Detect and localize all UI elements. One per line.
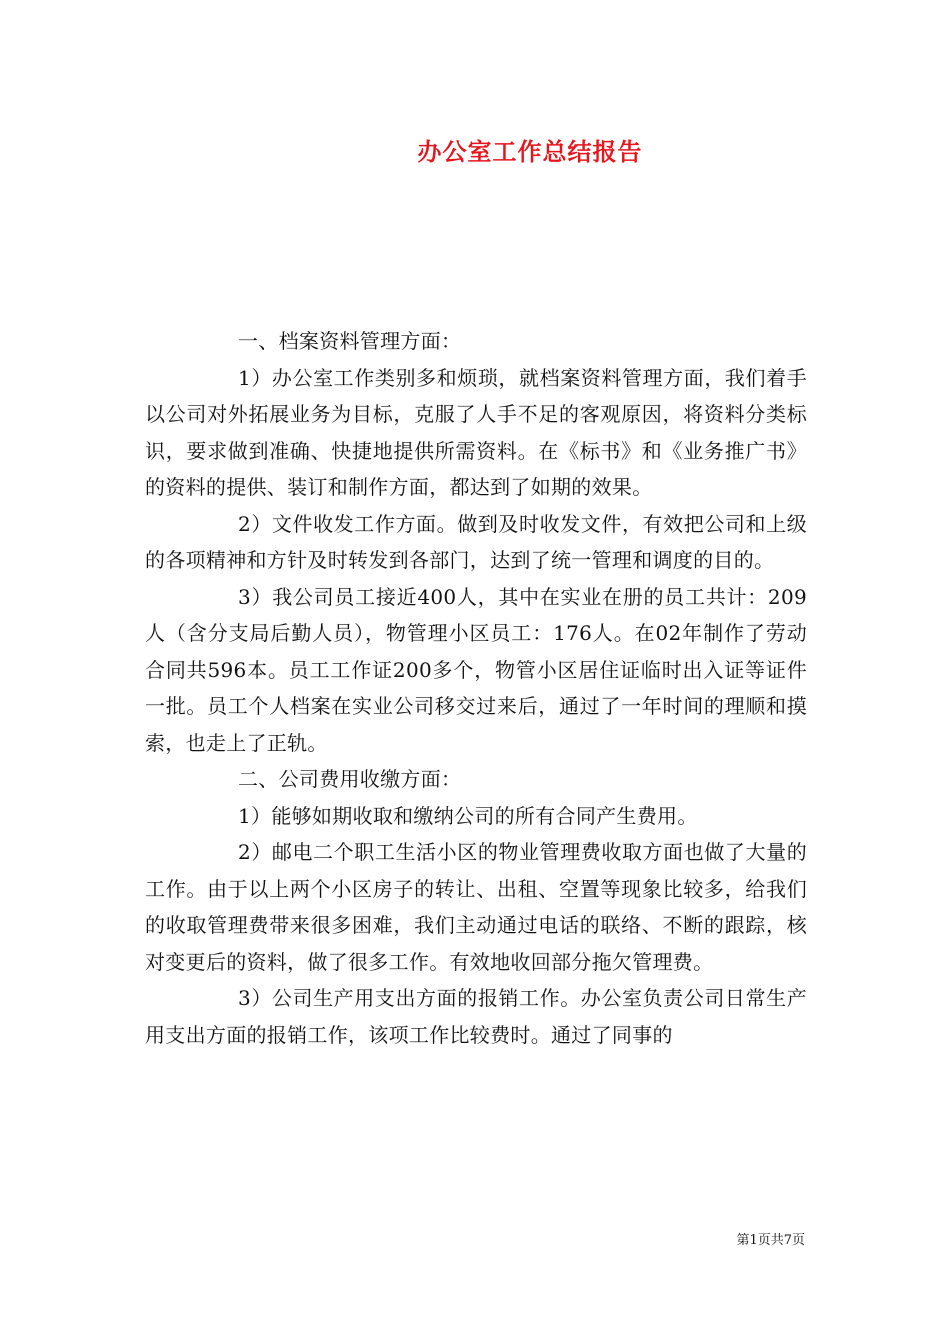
page-number: 第1页共7页 <box>736 1233 805 1248</box>
document-title: 办公室工作总结报告 <box>417 137 643 166</box>
section-heading-fees: 二、公司费用收缴方面： <box>238 767 462 791</box>
section-heading-archives: 一、档案资料管理方面： <box>238 329 462 353</box>
paragraph-archives-3: 3）我公司员工接近400人，其中在实业在册的员工共计：209人（含分支局后勤人员），物管理小区员工：176人。在02年制作了劳动合同共596本。员工工作证200多个，物管小区居住证临时出入证等证件一批。员工个人档案在实业公司移交过来后，通过了一年时间的理顺和摸索，也走上了正轨。 <box>145 584 807 755</box>
paragraph-fees-2: 2）邮电二个职工生活小区的物业管理费收取方面也做了大量的工作。由于以上两个小区房子的转让、出租、空置等现象比较多，给我们的收取管理费带来很多困难，我们主动通过电话的联络、不断的跟踪，核对变更后的资料，做了很多工作。有效地收回部分拖欠管理费。 <box>145 840 807 974</box>
paragraph-fees-1: 1）能够如期收取和缴纳公司的所有合同产生费用。 <box>238 803 698 828</box>
paragraph-archives-2: 2）文件收发工作方面。做到及时收发文件，有效把公司和上级的各项精神和方针及时转发到各部门，达到了统一管理和调度的目的。 <box>145 511 807 572</box>
paragraph-fees-3: 3）公司生产用支出方面的报销工作。办公室负责公司日常生产用支出方面的报销工作，该项工作比较费时。通过了同事的 <box>145 986 807 1047</box>
paragraph-archives-1: 1）办公室工作类别多和烦琐，就档案资料管理方面，我们着手以公司对外拓展业务为目标，克服了人手不足的客观原因，将资料分类标识，要求做到准确、快捷地提供所需资料。在《标书》和《业务推广书》的资料的提供、装订和制作方面，都达到了如期的效果。 <box>145 365 807 499</box>
document-body <box>145 323 807 1053</box>
